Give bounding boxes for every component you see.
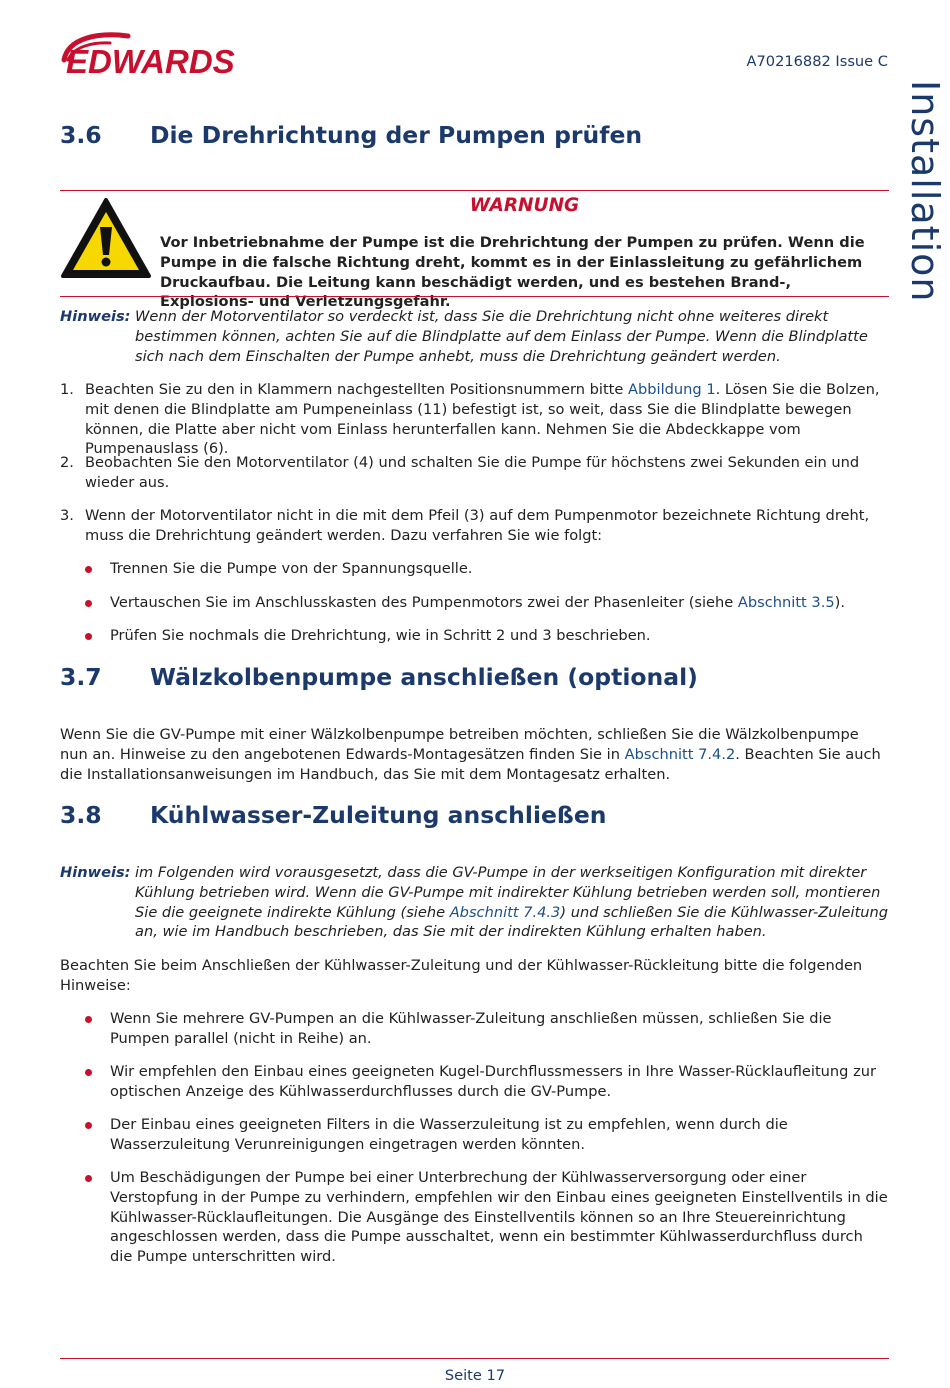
section-link[interactable]: Abschnitt 3.5	[737, 594, 835, 611]
bullet-text: Der Einbau eines geeigneten Filters in die Wasserzuleitung ist zu empfehlen, wenn durch die Wasserzuleitung Verunreinigungen eingetragen werden könnten.	[110, 1116, 788, 1153]
section-number: 3.6	[60, 121, 102, 149]
warning-triangle-icon	[60, 197, 152, 279]
step-text: Beobachten Sie den Motorventilator (4) und schalten Sie die Pumpe für höchstens zwei Sekunden ein und wieder aus.	[85, 454, 860, 491]
note-text: Wenn der Motorventilator so verdeckt ist, dass Sie die Drehrichtung nicht ohne weiteres direkt bestimmen können, achten Sie auf die Blindplatte auf dem Einlass der Pumpe. Wenn die Blindplatte sich nach dem Einschalten der Pumpe anhebt, muss die Drehrichtung geändert werden.	[135, 308, 868, 365]
bullet-item	[85, 1009, 889, 1049]
section-link[interactable]: Abschnitt 7.4.2	[624, 745, 736, 763]
warning-top-rule	[60, 190, 889, 191]
section-heading-3-8	[60, 801, 607, 829]
section-heading-3-6	[60, 121, 643, 149]
note-text	[135, 863, 889, 942]
bullet-item	[85, 626, 889, 646]
bullet-dot	[85, 600, 92, 607]
step-item	[60, 506, 889, 546]
paragraph-text-part: . Beachten Sie auch die Installationsanweisungen im Handbuch, das Sie mit dem Montagesatz erhalten.	[60, 745, 881, 783]
warning-text: Vor Inbetriebnahme der Pumpe ist die Drehrichtung der Pumpen zu prüfen. Wenn die Pumpe in die falsche Richtung dreht, kommt es in der Einlassleitung zu gefährlichem Druckaufbau. Die Leitung kann beschädigt werden, und es bestehen Brand-, Explosions- und Verletzungsgefahr.	[160, 234, 865, 311]
section-number: 3.7	[60, 663, 102, 691]
bullet-text-part: Vertauschen Sie im Anschlusskasten des Pumpenmotors zwei der Phasenleiter (siehe	[110, 594, 738, 611]
step-text	[85, 380, 889, 459]
section-title: Die Drehrichtung der Pumpen prüfen	[150, 121, 643, 149]
note-text-part: ) und schließen Sie die Kühlwasser-Zuleitung an, wie im Handbuch beschrieben, das Sie mit der indirekten Kühlung erhalten haben.	[135, 903, 889, 941]
note-3-6	[60, 307, 889, 366]
bullet-text: Wir empfehlen den Einbau eines geeigneten Kugel-Durchflussmessers in Ihre Wasser-Rücklaufleitung zur optischen Anzeige des Kühlwasserdurchflusses durch die GV-Pumpe.	[110, 1063, 876, 1100]
warning-title: WARNUNG	[469, 195, 580, 216]
warning-bottom-rule	[60, 296, 889, 297]
bullet-text: Prüfen Sie nochmals die Drehrichtung, wie in Schritt 2 und 3 beschrieben.	[110, 627, 651, 644]
step-text-part: . Lösen Sie die Bolzen, mit denen die Blindplatte am Pumpeneinlass (11) befestigt ist, so weit, dass Sie die Blindplatte bewegen können, die Platte aber nicht vom Einlass herunterfallen kann. Nehmen Sie die Abdeckkappe vom Pumpenauslass (6).	[85, 381, 880, 458]
bullet-text: Trennen Sie die Pumpe von der Spannungsquelle.	[110, 560, 473, 577]
bullet-text-part: ).	[834, 594, 845, 611]
section-title: Wälzkolbenpumpe anschließen (optional)	[150, 663, 698, 691]
figure-link[interactable]: Abbildung 1	[628, 381, 716, 398]
paragraph-text-part: Wenn Sie die GV-Pumpe mit einer Wälzkolbenpumpe betreiben möchten, schließen Sie die Wälzkolbenpumpe nun an. Hinweise zu den angebotenen Edwards-Montagesätzen finden Sie in	[60, 726, 859, 763]
note-label: Hinweis:	[60, 864, 131, 881]
bullet-dot	[85, 1175, 92, 1182]
bullet-dot	[85, 1069, 92, 1076]
chapter-tab	[903, 80, 947, 303]
section-title: Kühlwasser-Zuleitung anschließen	[150, 801, 607, 829]
step-number: 1.	[60, 381, 74, 398]
step-text: Wenn der Motorventilator nicht in die mit dem Pfeil (3) auf dem Pumpenmotor bezeichnete Richtung dreht, muss die Drehrichtung geändert werden. Dazu verfahren Sie wie folgt:	[85, 507, 870, 544]
bullet-text: Um Beschädigungen der Pumpe bei einer Unterbrechung der Kühlwasserversorgung oder einer Verstopfung in der Pumpe zu verhindern, empfehlen wir den Einbau eines geeigneten Einstellventils in die Kühlwasser-Rücklaufleitungen. Die Ausgänge des Einstellventils können so an Ihre Steuereinrichtung angeschlossen werden, dass die Pumpe ausschaltet, wenn ein bestimmter Kühlwasserdurchfluss durch die Pumpe unterschritten wird.	[110, 1169, 888, 1266]
step-number: 3.	[60, 507, 74, 524]
step-text-part: Beachten Sie zu den in Klammern nachgestellten Positionsnummern bitte	[85, 381, 629, 398]
bullet-item	[85, 1168, 889, 1267]
footer-rule	[60, 1358, 889, 1359]
document-reference: A70216882 Issue C	[746, 53, 888, 70]
bullet-dot	[85, 1122, 92, 1129]
paragraph-3-8-intro: Beachten Sie beim Anschließen der Kühlwasser-Zuleitung und der Kühlwasser-Rückleitung bitte die folgenden Hinweise:	[60, 957, 863, 994]
note-3-8	[60, 863, 889, 942]
note-text-part: im Folgenden wird vorausgesetzt, dass die GV-Pumpe in der werkseitigen Konfiguration mit direkter Kühlung betrieben wird. Wenn die GV-Pumpe mit indirekter Kühlung betrieben werden soll, montieren Sie die geeignete indirekte Kühlung (siehe	[135, 864, 881, 921]
bullet-text: Wenn Sie mehrere GV-Pumpen an die Kühlwasser-Zuleitung anschließen müssen, schließen Sie die Pumpen parallel (nicht in Reihe) an.	[110, 1010, 832, 1047]
note-label: Hinweis:	[60, 308, 131, 325]
bullet-dot	[85, 1016, 92, 1023]
bullet-text	[110, 593, 889, 613]
bullet-item	[85, 559, 889, 579]
chapter-tab-label: Installation	[903, 80, 947, 303]
section-heading-3-7	[60, 663, 698, 691]
bullet-item	[85, 1062, 889, 1102]
step-item	[60, 380, 889, 459]
bullet-dot	[85, 633, 92, 640]
logo-wordmark: EDWARDS	[66, 43, 235, 78]
bullet-item	[85, 593, 889, 613]
section-number: 3.8	[60, 801, 102, 829]
page-number: Seite 17	[444, 1367, 506, 1384]
bullet-dot	[85, 566, 92, 573]
section-link[interactable]: Abschnitt 7.4.3	[449, 903, 561, 921]
step-number: 2.	[60, 454, 74, 471]
step-item	[60, 453, 889, 493]
paragraph-3-7	[60, 725, 889, 784]
edwards-logo	[58, 30, 308, 78]
bullet-item	[85, 1115, 889, 1155]
